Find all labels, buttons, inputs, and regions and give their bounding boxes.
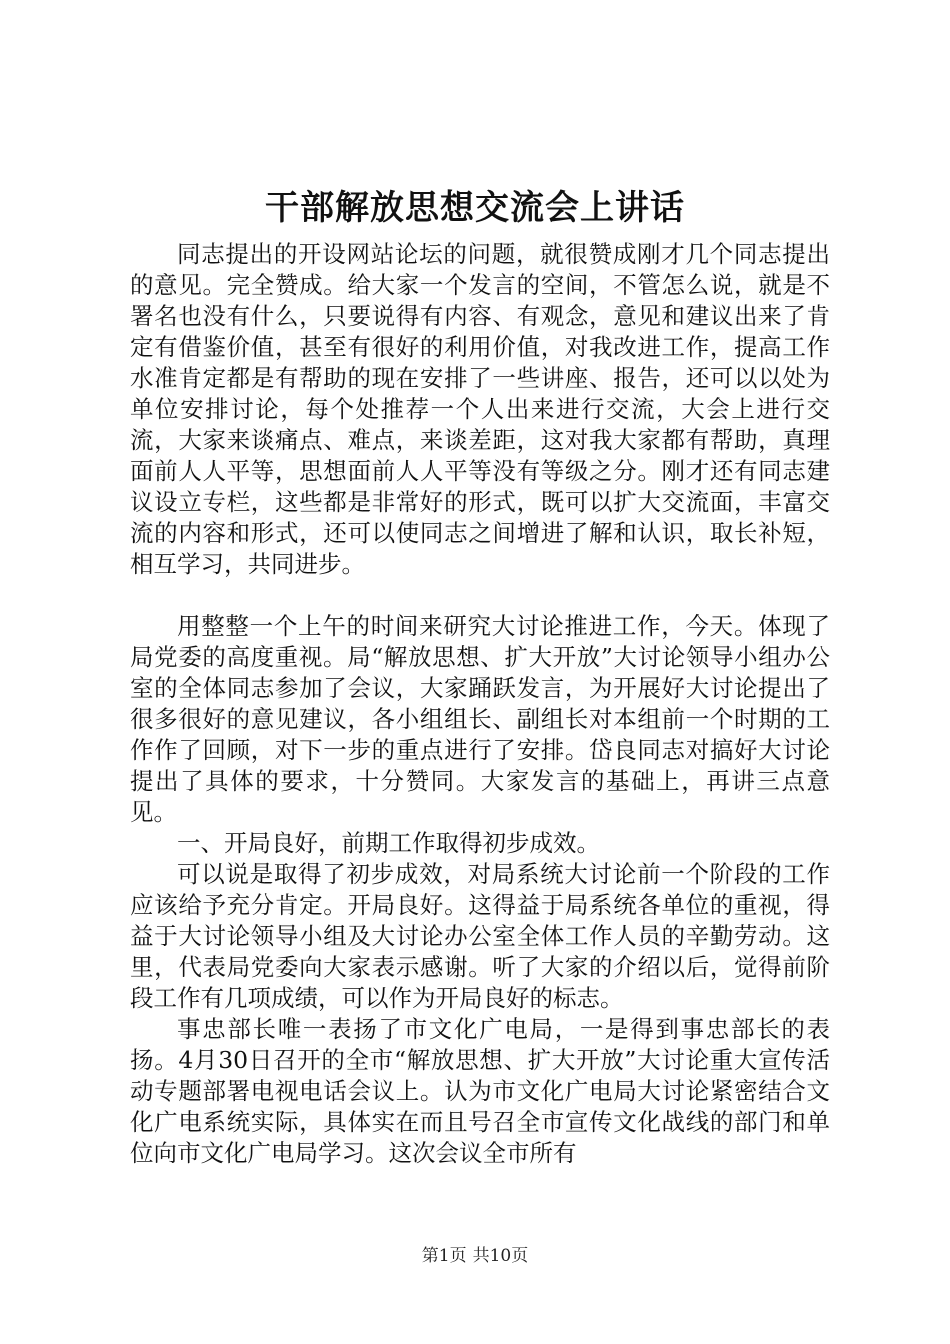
page-footer (0, 1245, 950, 1267)
paragraph-2: 用整整一个上午的时间来研究大讨论推进工作，今天。体现了局党委的高度重视。局“解放思想、扩大开放”大讨论领导小组办公室的全体同志参加了会议，大家踊跃发言，为开展好大讨论提出了很多很好的意见建议，各小组组长、副组长对本组前一个时期的工作作了回顾，对下一步的重点进行了安排。岱良同志对搞好大讨论提出了具体的要求，十分赞同。大家发言的基础上，再讲三点意见。 (130, 612, 830, 826)
page-total: 共10页 (472, 1246, 529, 1266)
paragraph-4: 事忠部长唯一表扬了市文化广电局，一是得到事忠部长的表扬。4月30日召开的全市“解放思想、扩大开放”大讨论重大宣传活动专题部署电视电话会议上。认为市文化广电局大讨论紧密结合文化广电系统实际，具体实在而且号召全市宣传文化战线的部门和单位向市文化广电局学习。这次会议全市所有 (130, 1015, 830, 1167)
page-number: 第1页 (421, 1246, 467, 1266)
section-heading-1: 一、开局良好，前期工作取得初步成效。 (177, 829, 600, 857)
paragraph-3: 可以说是取得了初步成效，对局系统大讨论前一个阶段的工作应该给予充分肯定。开局良好。这得益于局系统各单位的重视，得益于大讨论领导小组及大讨论办公室全体工作人员的辛勤劳动。这里，代表局党委向大家表示感谢。听了大家的介绍以后，觉得前阶段工作有几项成绩，可以作为开局良好的标志。 (130, 860, 830, 1012)
paragraph-1: 同志提出的开设网站论坛的问题，就很赞成刚才几个同志提出的意见。完全赞成。给大家一个发言的空间，不管怎么说，就是不署名也没有什么，只要说得有内容、有观念，意见和建议出来了肯定有借鉴价值，甚至有很好的利用价值，对我改进工作，提高工作水准肯定都是有帮助的现在安排了一些讲座、报告，还可以以处为单位安排讨论，每个处推荐一个人出来进行交流，大会上进行交流，大家来谈痛点、难点，来谈差距，这对我大家都有帮助，真理面前人人平等，思想面前人人平等没有等级之分。刚才还有同志建议设立专栏，这些都是非常好的形式，既可以扩大交流面，丰富交流的内容和形式，还可以使同志之间增进了解和认识，取长补短，相互学习，共同进步。 (130, 240, 830, 578)
document-body (130, 239, 830, 1169)
document-title: 干部解放思想交流会上讲话 (265, 188, 685, 228)
